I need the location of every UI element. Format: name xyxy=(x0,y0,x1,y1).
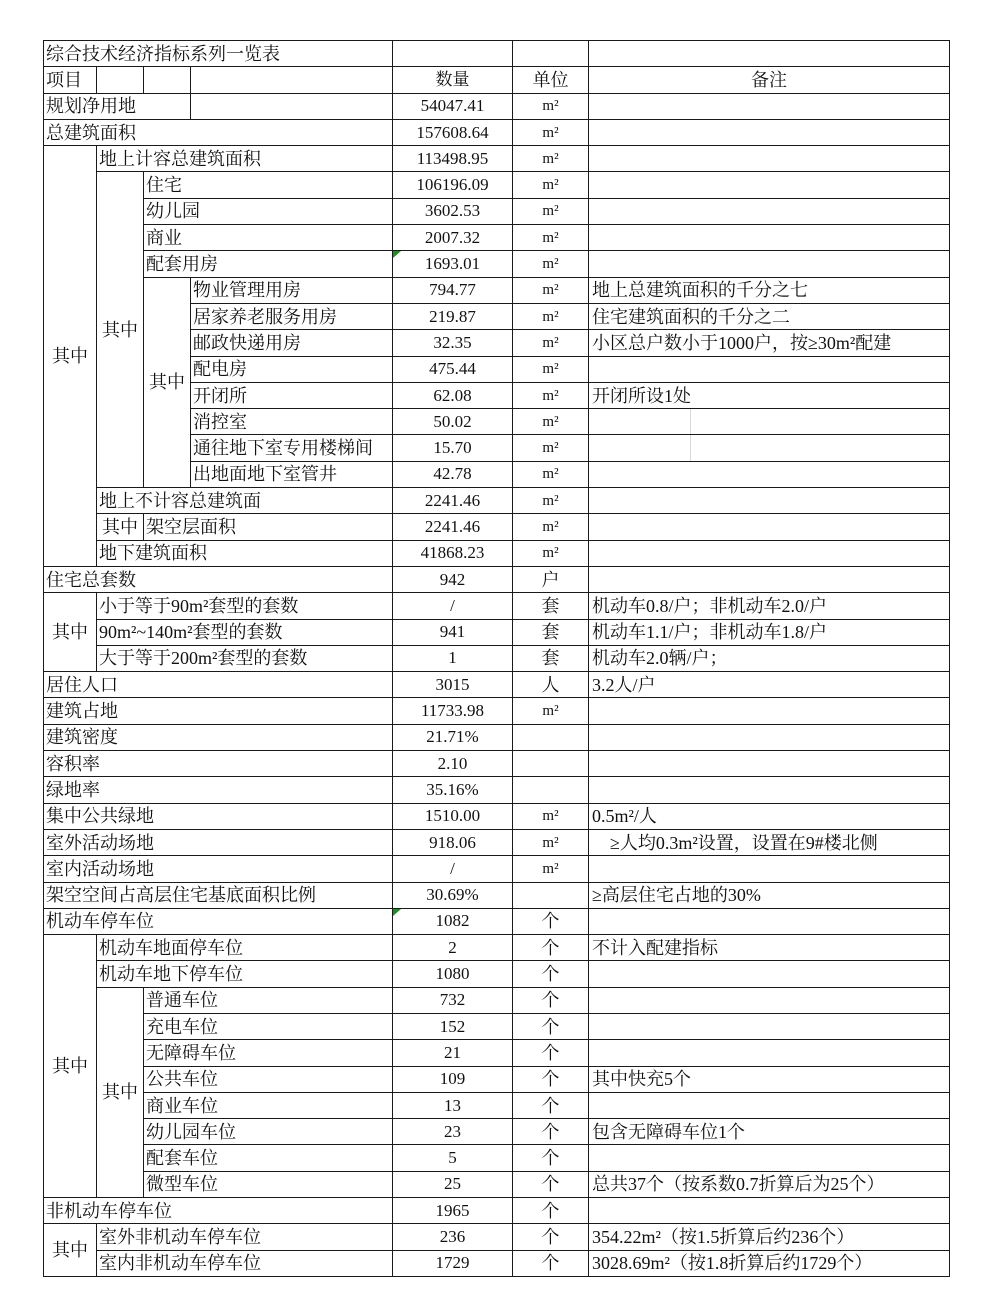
note-value: 小区总户数小于1000户，按≥30m²配建 xyxy=(589,330,950,356)
row-label: 住宅总套数 xyxy=(44,566,393,592)
row-label: 室内活动场地 xyxy=(44,856,393,882)
unit-value: 人 xyxy=(513,672,589,698)
note-value xyxy=(589,856,950,882)
error-indicator-icon xyxy=(393,909,401,916)
row-label: 公共车位 xyxy=(144,1066,393,1092)
row-label: 机动车地面停车位 xyxy=(97,935,393,961)
qty-value: 54047.41 xyxy=(393,93,513,119)
note-value xyxy=(589,356,950,382)
qty-value: 2241.46 xyxy=(393,514,513,540)
note-value xyxy=(589,146,950,172)
table-row xyxy=(44,882,950,908)
row-label: 集中公共绿地 xyxy=(44,803,393,829)
row-label: 建筑密度 xyxy=(44,724,393,750)
note-value: 机动车1.1/户；非机动车1.8/户 xyxy=(589,619,950,645)
row-label: 开闭所 xyxy=(191,382,393,408)
table-row xyxy=(44,1224,950,1250)
unit-value: m² xyxy=(513,435,589,461)
table-row xyxy=(44,803,950,829)
unit-value: m² xyxy=(513,514,589,540)
note-value xyxy=(589,1145,950,1171)
note-value xyxy=(589,908,950,934)
qty-value: 13 xyxy=(393,1092,513,1118)
qty-value: 794.77 xyxy=(393,277,513,303)
note-value: 总共37个（按系数0.7折算后为25个） xyxy=(589,1171,950,1197)
qty-value: 15.70 xyxy=(393,435,513,461)
unit-value: m² xyxy=(513,198,589,224)
unit-value: 套 xyxy=(513,645,589,671)
note-value: 3028.69m²（按1.8折算后约1729个） xyxy=(589,1250,950,1276)
unit-value: m² xyxy=(513,409,589,435)
unit-value: m² xyxy=(513,356,589,382)
unit-value: m² xyxy=(513,119,589,145)
column-header-blank xyxy=(144,67,191,93)
note-value xyxy=(589,1198,950,1224)
table-row xyxy=(44,751,950,777)
table-row xyxy=(44,935,950,961)
table-row xyxy=(44,908,950,934)
unit-value: m² xyxy=(513,225,589,251)
row-label: 室外活动场地 xyxy=(44,829,393,855)
row-label: 配电房 xyxy=(191,356,393,382)
qty-value: 30.69% xyxy=(393,882,513,908)
unit-value: 个 xyxy=(513,1119,589,1145)
note-value: 包含无障碍车位1个 xyxy=(589,1119,950,1145)
unit-value: m² xyxy=(513,698,589,724)
group-label-qizhong: 其中 xyxy=(97,514,144,540)
table-row xyxy=(44,41,950,67)
table-row xyxy=(44,619,950,645)
qty-value: 1080 xyxy=(393,961,513,987)
note-value xyxy=(589,488,950,514)
group-label-qizhong: 其中 xyxy=(44,1224,97,1277)
row-label: 物业管理用房 xyxy=(191,277,393,303)
row-label: 地上不计容总建筑面 xyxy=(97,488,393,514)
note-value: ≥人均0.3m²设置，设置在9#楼北侧 xyxy=(589,829,950,855)
table-row xyxy=(44,277,950,303)
column-header-blank xyxy=(191,67,393,93)
table-row xyxy=(44,1119,950,1145)
note-value xyxy=(589,961,950,987)
table-row xyxy=(44,961,950,987)
unit-value xyxy=(513,777,589,803)
unit-value: m² xyxy=(513,829,589,855)
qty-value: / xyxy=(393,593,513,619)
unit-value: 套 xyxy=(513,593,589,619)
table-row xyxy=(44,514,950,540)
row-label: 居家养老服务用房 xyxy=(191,303,393,329)
table-row xyxy=(44,1145,950,1171)
row-label: 商业 xyxy=(144,225,393,251)
error-indicator-icon xyxy=(393,251,401,258)
column-header-blank xyxy=(97,67,144,93)
note-value xyxy=(589,566,950,592)
table-row xyxy=(44,251,950,277)
row-label: 地下建筑面积 xyxy=(97,540,393,566)
note-value xyxy=(589,514,950,540)
unit-value: 个 xyxy=(513,935,589,961)
note-value xyxy=(589,119,950,145)
table-row xyxy=(44,146,950,172)
qty-value: 918.06 xyxy=(393,829,513,855)
table-title: 综合技术经济指标系列一览表 xyxy=(44,41,393,67)
table-row xyxy=(44,67,950,93)
table-row xyxy=(44,1092,950,1118)
qty-value: 25 xyxy=(393,1171,513,1197)
row-label: 大于等于200m²套型的套数 xyxy=(97,645,393,671)
row-label: 无障碍车位 xyxy=(144,1040,393,1066)
table-body xyxy=(44,41,950,1277)
note-value xyxy=(589,225,950,251)
group-label-qizhong: 其中 xyxy=(44,935,97,1198)
row-label: 幼儿园 xyxy=(144,198,393,224)
qty-value: 2241.46 xyxy=(393,488,513,514)
row-label: 总建筑面积 xyxy=(44,119,393,145)
unit-value xyxy=(513,882,589,908)
qty-value: 475.44 xyxy=(393,356,513,382)
qty-value: 1 xyxy=(393,645,513,671)
note-value xyxy=(589,251,950,277)
unit-value: 户 xyxy=(513,566,589,592)
row-label: 配套用房 xyxy=(144,251,393,277)
unit-value: m² xyxy=(513,303,589,329)
table-row xyxy=(44,672,950,698)
table-row xyxy=(44,593,950,619)
group-label-qizhong: 其中 xyxy=(44,593,97,672)
group-label-qizhong: 其中 xyxy=(44,146,97,567)
table-row xyxy=(44,172,950,198)
qty-value: 42.78 xyxy=(393,461,513,487)
qty-value: 2.10 xyxy=(393,751,513,777)
qty-value: 35.16% xyxy=(393,777,513,803)
qty-value: 106196.09 xyxy=(393,172,513,198)
row-label: 机动车停车位 xyxy=(44,908,393,934)
table-row xyxy=(44,724,950,750)
unit-value: m² xyxy=(513,172,589,198)
qty-value: 732 xyxy=(393,987,513,1013)
table-row xyxy=(44,777,950,803)
qty-value: 1729 xyxy=(393,1250,513,1276)
note-value: 机动车2.0辆/户； xyxy=(589,645,950,671)
row-label: 机动车地下停车位 xyxy=(97,961,393,987)
note-value xyxy=(589,724,950,750)
qty-value xyxy=(393,41,513,67)
qty-value: 236 xyxy=(393,1224,513,1250)
unit-value: 个 xyxy=(513,1040,589,1066)
qty-value: 1082 xyxy=(393,908,513,934)
unit-value: m² xyxy=(513,461,589,487)
qty-value: 1510.00 xyxy=(393,803,513,829)
qty-value: 152 xyxy=(393,1013,513,1039)
note-value xyxy=(589,1092,950,1118)
row-label: 绿地率 xyxy=(44,777,393,803)
row-label: 架空空间占高层住宅基底面积比例 xyxy=(44,882,393,908)
note-value xyxy=(589,751,950,777)
qty-value: 23 xyxy=(393,1119,513,1145)
row-label: 充电车位 xyxy=(144,1013,393,1039)
unit-value: 个 xyxy=(513,1250,589,1276)
qty-value: 941 xyxy=(393,619,513,645)
note-value: 开闭所设1处 xyxy=(589,382,950,408)
qty-value: 50.02 xyxy=(393,409,513,435)
qty-value: 21 xyxy=(393,1040,513,1066)
blank-cell xyxy=(191,93,393,119)
note-value: 其中快充5个 xyxy=(589,1066,950,1092)
table-row xyxy=(44,856,950,882)
unit-value: m² xyxy=(513,856,589,882)
unit-value: 个 xyxy=(513,1092,589,1118)
note-value xyxy=(589,461,950,487)
table-row xyxy=(44,198,950,224)
unit-value: m² xyxy=(513,277,589,303)
row-label: 地上计容总建筑面积 xyxy=(97,146,393,172)
qty-value: 109 xyxy=(393,1066,513,1092)
qty-value: 2007.32 xyxy=(393,225,513,251)
note-value xyxy=(589,435,950,461)
qty-value: 3602.53 xyxy=(393,198,513,224)
unit-value: 个 xyxy=(513,1224,589,1250)
qty-value: 157608.64 xyxy=(393,119,513,145)
note-value: 机动车0.8/户；非机动车2.0/户 xyxy=(589,593,950,619)
row-label: 小于等于90m²套型的套数 xyxy=(97,593,393,619)
unit-value: m² xyxy=(513,93,589,119)
note-value xyxy=(589,777,950,803)
unit-value: m² xyxy=(513,488,589,514)
table-row xyxy=(44,119,950,145)
note-value xyxy=(589,198,950,224)
row-label: 消控室 xyxy=(191,409,393,435)
note-value xyxy=(589,41,950,67)
table-row xyxy=(44,645,950,671)
unit-value: 个 xyxy=(513,1066,589,1092)
note-value: 0.5m²/人 xyxy=(589,803,950,829)
table-row xyxy=(44,1013,950,1039)
note-value xyxy=(589,698,950,724)
row-label: 住宅 xyxy=(144,172,393,198)
unit-value: 个 xyxy=(513,987,589,1013)
table-row xyxy=(44,829,950,855)
unit-value: 个 xyxy=(513,1013,589,1039)
row-label: 建筑占地 xyxy=(44,698,393,724)
qty-value: 942 xyxy=(393,566,513,592)
qty-value: 3015 xyxy=(393,672,513,698)
unit-value: 个 xyxy=(513,1145,589,1171)
note-value: 不计入配建指标 xyxy=(589,935,950,961)
row-label: 室内非机动车停车位 xyxy=(97,1250,393,1276)
qty-value: / xyxy=(393,856,513,882)
unit-value: m² xyxy=(513,251,589,277)
table-row xyxy=(44,1040,950,1066)
row-label: 容积率 xyxy=(44,751,393,777)
qty-value: 219.87 xyxy=(393,303,513,329)
table-row xyxy=(44,488,950,514)
note-value xyxy=(589,987,950,1013)
qty-value: 41868.23 xyxy=(393,540,513,566)
note-value xyxy=(589,540,950,566)
unit-value xyxy=(513,751,589,777)
unit-value: m² xyxy=(513,330,589,356)
row-label: 普通车位 xyxy=(144,987,393,1013)
note-value xyxy=(589,1013,950,1039)
note-value xyxy=(589,1040,950,1066)
note-value: 3.2人/户 xyxy=(589,672,950,698)
table-row xyxy=(44,1198,950,1224)
group-label-qizhong: 其中 xyxy=(97,987,144,1197)
economic-indicators-table xyxy=(43,40,950,1277)
table-row xyxy=(44,566,950,592)
note-value xyxy=(589,409,950,435)
unit-value: m² xyxy=(513,382,589,408)
table-row xyxy=(44,698,950,724)
column-header-qty: 数量 xyxy=(393,67,513,93)
row-label: 非机动车停车位 xyxy=(44,1198,393,1224)
qty-value: 21.71% xyxy=(393,724,513,750)
table-row xyxy=(44,1066,950,1092)
row-label: 幼儿园车位 xyxy=(144,1119,393,1145)
qty-value: 11733.98 xyxy=(393,698,513,724)
unit-value: 个 xyxy=(513,1198,589,1224)
unit-value: 个 xyxy=(513,961,589,987)
note-value xyxy=(589,93,950,119)
row-label: 微型车位 xyxy=(144,1171,393,1197)
row-label: 通往地下室专用楼梯间 xyxy=(191,435,393,461)
qty-value: 2 xyxy=(393,935,513,961)
table-row xyxy=(44,225,950,251)
qty-value: 1965 xyxy=(393,1198,513,1224)
table-row xyxy=(44,987,950,1013)
unit-value xyxy=(513,41,589,67)
note-value: 354.22m²（按1.5折算后约236个） xyxy=(589,1224,950,1250)
group-label-qizhong: 其中 xyxy=(97,172,144,488)
note-value xyxy=(589,172,950,198)
unit-value: m² xyxy=(513,803,589,829)
table-row xyxy=(44,1171,950,1197)
unit-value: m² xyxy=(513,540,589,566)
table-row xyxy=(44,93,950,119)
table-row xyxy=(44,1250,950,1276)
qty-value: 1693.01 xyxy=(393,251,513,277)
unit-value: 个 xyxy=(513,1171,589,1197)
table-row xyxy=(44,540,950,566)
row-label: 90m²~140m²套型的套数 xyxy=(97,619,393,645)
row-label: 邮政快递用房 xyxy=(191,330,393,356)
unit-value: m² xyxy=(513,146,589,172)
qty-value: 62.08 xyxy=(393,382,513,408)
column-header-unit: 单位 xyxy=(513,67,589,93)
note-value: 住宅建筑面积的千分之二 xyxy=(589,303,950,329)
row-label: 商业车位 xyxy=(144,1092,393,1118)
row-label: 出地面地下室管井 xyxy=(191,461,393,487)
unit-value: 个 xyxy=(513,908,589,934)
row-label: 架空层面积 xyxy=(144,514,393,540)
note-value: 地上总建筑面积的千分之七 xyxy=(589,277,950,303)
row-label: 室外非机动车停车位 xyxy=(97,1224,393,1250)
note-value: ≥高层住宅占地的30% xyxy=(589,882,950,908)
column-header-note: 备注 xyxy=(589,67,950,93)
unit-value xyxy=(513,724,589,750)
row-label: 配套车位 xyxy=(144,1145,393,1171)
qty-value: 32.35 xyxy=(393,330,513,356)
column-header-item: 项目 xyxy=(44,67,97,93)
qty-value: 113498.95 xyxy=(393,146,513,172)
row-label: 居住人口 xyxy=(44,672,393,698)
unit-value: 套 xyxy=(513,619,589,645)
group-label-qizhong: 其中 xyxy=(144,277,191,487)
qty-value: 5 xyxy=(393,1145,513,1171)
row-label: 规划净用地 xyxy=(44,93,191,119)
